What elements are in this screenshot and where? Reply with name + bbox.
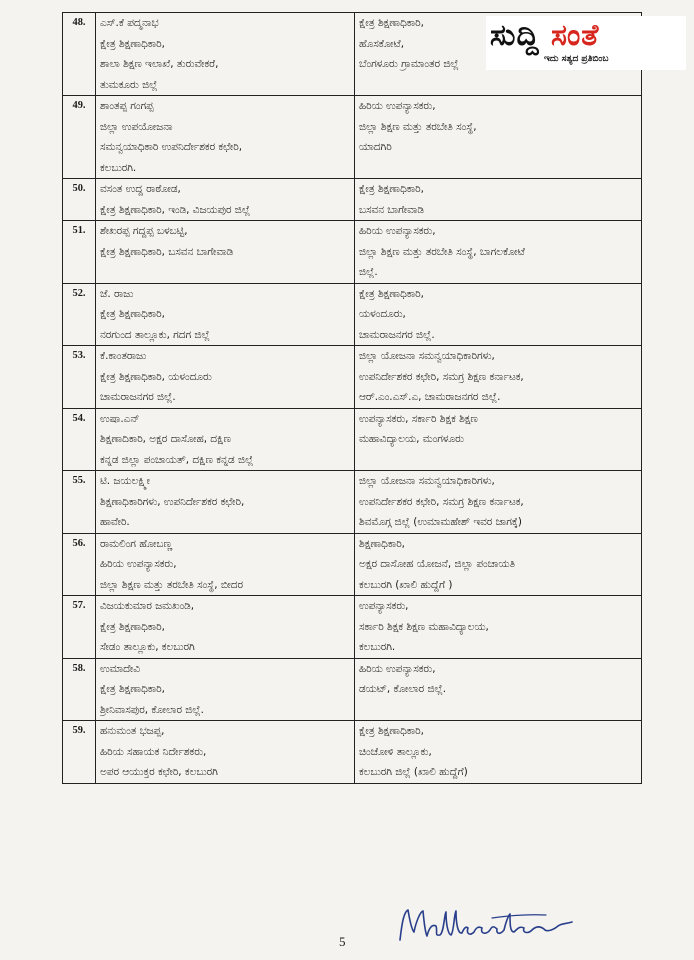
current-post-line: ಸೇಡಂ ತಾಲ್ಲೂಕು, ಕಲಬುರಗಿ [100, 641, 195, 653]
new-post-cell [355, 721, 642, 784]
current-post-line: ತುಮಕೂರು ಜಿಲ್ಲೆ [100, 78, 158, 91]
officer-name: ಟಿ. ಜಯಲಕ್ಷ್ಮೀ [100, 475, 151, 487]
table-row [63, 96, 642, 179]
new-post-line: ಸರ್ಕಾರಿ ಶಿಕ್ಷಕ ಶಿಕ್ಷಣ ಮಹಾವಿದ್ಯಾಲಯ, [359, 620, 489, 633]
new-post-line: ಮಹಾವಿದ್ಯಾಲಯ, ಮಂಗಳೂರು [359, 433, 464, 445]
new-post-line: ಜಿಲ್ಲಾ ಶಿಕ್ಷಣ ಮತ್ತು ತರಬೇತಿ ಸಂಸ್ಥೆ, [359, 120, 477, 133]
logo-wordmark [490, 16, 599, 56]
table-row [63, 408, 642, 471]
current-post-line: ಹಿರಿಯ ಉಪನ್ಯಾಸಕರು, [100, 558, 177, 570]
table-row [63, 283, 642, 346]
serial-number-cell: 51. [63, 221, 96, 284]
current-post-cell [96, 471, 355, 534]
serial-number-cell: 57. [63, 596, 96, 659]
new-post-line: ಹಿರಿಯ ಉಪನ್ಯಾಸಕರು, [359, 100, 436, 112]
new-post-line: ಡಯಟ್, ಕೋಲಾರ ಜಿಲ್ಲೆ. [359, 683, 447, 695]
new-post-line: ಶಿವಮೊಗ್ಗ ಜಿಲ್ಲೆ (ಉಮಾಮಹೇಶ್ ಇವರ ಜಾಗಕ್ಕೆ) [359, 516, 522, 528]
transfer-table [62, 12, 642, 784]
new-post-cell [355, 179, 642, 221]
new-post-line: ಜಿಲ್ಲಾ ಶಿಕ್ಷಣ ಮತ್ತು ತರಬೇತಿ ಸಂಸ್ಥೆ, ಬಾಗಲಕೋಟೆ [359, 245, 525, 258]
officer-name: ಉಮಾದೇವಿ [100, 662, 140, 675]
new-post-line: ಕಲಬುರಗಿ. [359, 641, 396, 653]
page-number: 5 [339, 934, 346, 949]
current-post-cell [96, 96, 355, 179]
new-post-line: ಶಿಕ್ಷಣಾಧಿಕಾರಿ, [359, 537, 405, 550]
current-post-line: ಶ್ರೀನಿವಾಸಪುರ, ಕೋಲಾರ ಜಿಲ್ಲೆ. [100, 703, 204, 716]
current-post-cell [96, 658, 355, 721]
new-post-line: ಯಳಂದೂರು, [359, 308, 406, 320]
current-post-cell [96, 596, 355, 659]
current-post-cell [96, 533, 355, 596]
logo-word-suddi: ಸುದ್ದಿ [490, 18, 540, 53]
officer-name: ರಾಮಲಿಂಗ ಹೋಬಣ್ಣ [100, 537, 173, 550]
new-post-line: ಕ್ಷೇತ್ರ ಶಿಕ್ಷಣಾಧಿಕಾರಿ, [359, 183, 424, 195]
officer-name: ಜೆ. ರಾಜು [100, 287, 134, 300]
current-post-line: ಕ್ಷೇತ್ರ ಶಿಕ್ಷಣಾಧಿಕಾರಿ, [100, 620, 165, 633]
new-post-line: ಉಪನಿರ್ದೇಶಕರ ಕಛೇರಿ, ಸಮಗ್ರ ಶಿಕ್ಷಣ ಕರ್ನಾಟಕ, [359, 370, 524, 383]
new-post-line: ಬಸವನ ಬಾಗೇವಾಡಿ [359, 203, 424, 216]
current-post-line: ಶಿಕ್ಷಣಾದಿಕಾರಿ, ಅಕ್ಷರ ದಾಸೋಹ, ದಕ್ಷಿಣ [100, 433, 231, 445]
current-post-line: ಕಲಬುರಗಿ. [100, 161, 137, 174]
current-post-cell [96, 721, 355, 784]
new-post-line: ಉಪನ್ಯಾಸಕರು, ಸರ್ಕಾರಿ ಶಿಕ್ಷಕ ಶಿಕ್ಷಣ [359, 412, 478, 425]
officer-name: ಎಸ್.ಕೆ ಪದ್ಮನಾಭ [100, 17, 159, 29]
table-row [63, 596, 642, 659]
officer-name: ಹನುಮಂತ ಭಜಪ್ಪ, [100, 725, 165, 737]
serial-number-cell: 48. [63, 13, 96, 96]
new-post-cell [355, 96, 642, 179]
handwritten-signature [396, 902, 576, 946]
current-post-line: ಕ್ಷೇತ್ರ ಶಿಕ್ಷಣಾಧಿಕಾರಿ, [100, 37, 165, 50]
serial-number-cell: 54. [63, 408, 96, 471]
new-post-line: ಉಪನ್ಯಾಸಕರು, [359, 600, 409, 612]
serial-number-cell: 59. [63, 721, 96, 784]
new-post-line: ಹಿರಿಯ ಉಪನ್ಯಾಸಕರು, [359, 225, 436, 237]
new-post-cell [355, 658, 642, 721]
table-row [63, 533, 642, 596]
transfer-table-body [63, 13, 642, 784]
current-post-line: ಸಮನ್ವಯಾಧಿಕಾರಿ ಉಪನಿರ್ದೇಶಕರ ಕಛೇರಿ, [100, 141, 243, 153]
new-post-line: ಕ್ಷೇತ್ರ ಶಿಕ್ಷಣಾಧಿಕಾರಿ, [359, 17, 424, 29]
serial-number-cell: 56. [63, 533, 96, 596]
new-post-cell [355, 471, 642, 534]
officer-name: ಶೇಖರಪ್ಪ ಗದ್ದಪ್ಪ ಬಳಬಟ್ಟಿ, [100, 225, 188, 237]
current-post-cell [96, 346, 355, 409]
logo-tagline: ಇದು ಸತ್ಯದ ಪ್ರತಿಬಿಂಬ [544, 54, 609, 64]
serial-number-cell: 50. [63, 179, 96, 221]
current-post-line: ಶಾಲಾ ಶಿಕ್ಷಣ ಇಲಾಖೆ, ತುರುವೇಕರೆ, [100, 58, 219, 70]
current-post-line: ಕ್ಷೇತ್ರ ಶಿಕ್ಷಣಾಧಿಕಾರಿ, ಬಸವನ ಬಾಗೇವಾಡಿ [100, 245, 234, 258]
table-row [63, 721, 642, 784]
current-post-cell [96, 179, 355, 221]
table-row [63, 471, 642, 534]
new-post-line: ಕಲಬುರಗಿ ಜಿಲ್ಲೆ (ಖಾಲಿ ಹುದ್ದೆಗೆ) [359, 766, 468, 778]
table-row [63, 658, 642, 721]
officer-name: ವಸಂತ ಉದ್ದ ರಾಠೋಡ, [100, 183, 181, 195]
new-post-line: ಕ್ಷೇತ್ರ ಶಿಕ್ಷಣಾಧಿಕಾರಿ, [359, 287, 424, 300]
officer-name: ಕೆ.ಕಾಂತರಾಜು [100, 350, 147, 362]
suddi-sante-logo [486, 16, 686, 70]
current-post-line: ಕ್ಷೇತ್ರ ಶಿಕ್ಷಣಾಧಿಕಾರಿ, ಇಂಡಿ, ವಿಜಯಪುರ ಜಿಲ್ಲೆ [100, 203, 251, 216]
new-post-line: ಹೊಸಕೋಟೆ, [359, 37, 405, 50]
logo-word-sante: ಸಂತೆ [551, 18, 600, 53]
serial-number-cell: 53. [63, 346, 96, 409]
officer-name: ವಿಜಯಕುಮಾರ ಜಮಖಂಡಿ, [100, 600, 195, 612]
current-post-line: ಹಾವೇರಿ. [100, 516, 130, 528]
table-row [63, 221, 642, 284]
current-post-line: ಕ್ಷೇತ್ರ ಶಿಕ್ಷಣಾಧಿಕಾರಿ, [100, 683, 165, 695]
current-post-line: ಶಿಕ್ಷಣಾಧಿಕಾರಿಗಳು, ಉಪನಿರ್ದೇಶಕರ ಕಛೇರಿ, [100, 495, 245, 508]
new-post-line: ಜಿಲ್ಲಾ ಯೋಜನಾ ಸಮನ್ವಯಾಧಿಕಾರಿಗಳು, [359, 475, 495, 487]
serial-number-cell: 52. [63, 283, 96, 346]
new-post-line: ಜಿಲ್ಲಾ ಯೋಜನಾ ಸಮನ್ವಯಾಧಿಕಾರಿಗಳು, [359, 350, 495, 362]
current-post-line: ಚಾಮರಾಜನಗರ ಜಿಲ್ಲೆ. [100, 391, 176, 403]
new-post-cell [355, 346, 642, 409]
new-post-line: ಯಾದಗಿರಿ [359, 141, 392, 153]
current-post-line: ಹಿರಿಯ ಸಹಾಯಕ ನಿರ್ದೇಶಕರು, [100, 745, 207, 758]
new-post-line: ಚಿಂಚೋಳಿ ತಾಲ್ಲೂಕು, [359, 745, 432, 758]
officer-name: ಉಷಾ.ಎನ್ [100, 412, 140, 425]
new-post-line: ಅಕ್ಷರ ದಾಸೋಹ ಯೋಜನೆ, ಜಿಲ್ಲಾ ಪಂಚಾಯತಿ [359, 558, 516, 570]
serial-number-cell: 49. [63, 96, 96, 179]
current-post-cell [96, 408, 355, 471]
current-post-cell [96, 13, 355, 96]
new-post-line: ಕ್ಷೇತ್ರ ಶಿಕ್ಷಣಾಧಿಕಾರಿ, [359, 725, 424, 737]
new-post-cell [355, 408, 642, 471]
current-post-line: ನರಗುಂದ ತಾಲ್ಲೂಕು, ಗದಗ ಜಿಲ್ಲೆ [100, 328, 210, 341]
current-post-line: ಜಿಲ್ಲಾ ಶಿಕ್ಷಣ ಮತ್ತು ತರಬೇತಿ ಸಂಸ್ಥೆ, ಬೀದರ [100, 578, 244, 591]
new-post-line: ಜಿಲ್ಲೆ. [359, 266, 378, 278]
new-post-line: ಬೆಂಗಳೂರು ಗ್ರಾಮಾಂತರ ಜಿಲ್ಲೆ [359, 58, 459, 70]
serial-number-cell: 58. [63, 658, 96, 721]
current-post-line: ಕ್ಷೇತ್ರ ಶಿಕ್ಷಣಾಧಿಕಾರಿ, [100, 308, 165, 320]
current-post-cell [96, 221, 355, 284]
new-post-line: ಕಲಬುರಗಿ (ಖಾಲಿ ಹುದ್ದೆಗೆ ) [359, 578, 453, 591]
new-post-line: ಹಿರಿಯ ಉಪನ್ಯಾಸಕರು, [359, 662, 436, 675]
new-post-cell [355, 596, 642, 659]
new-post-line: ಉಪನಿರ್ದೇಶಕರ ಕಛೇರಿ, ಸಮಗ್ರ ಶಿಕ್ಷಣ ಕರ್ನಾಟಕ, [359, 495, 524, 508]
table-row [63, 346, 642, 409]
current-post-cell [96, 283, 355, 346]
new-post-line: ಚಾಮರಾಜನಗರ ಜಿಲ್ಲೆ. [359, 328, 435, 341]
new-post-line: ಆರ್.ಎಂ.ಎಸ್.ಎ, ಚಾಮರಾಜನಗರ ಜಿಲ್ಲೆ. [359, 391, 501, 403]
current-post-line: ಜಿಲ್ಲಾ ಉಪಯೋಜನಾ [100, 120, 173, 133]
new-post-cell [355, 283, 642, 346]
table-row [63, 179, 642, 221]
current-post-line: ಕ್ಷೇತ್ರ ಶಿಕ್ಷಣಾಧಿಕಾರಿ, ಯಳಂದೂರು [100, 370, 212, 383]
new-post-cell [355, 533, 642, 596]
current-post-line: ಅಪರ ಆಯುಕ್ತರ ಕಛೇರಿ, ಕಲಬುರಗಿ [100, 766, 218, 778]
current-post-line: ಕನ್ನಡ ಜಿಲ್ಲಾ ಪಂಚಾಯತ್, ದಕ್ಷಿಣ ಕನ್ನಡ ಜಿಲ್ಲೆ [100, 453, 254, 466]
serial-number-cell: 55. [63, 471, 96, 534]
new-post-cell [355, 221, 642, 284]
officer-name: ಶಾಂತಪ್ಪ ಗಂಗಪ್ಪ [100, 100, 154, 112]
